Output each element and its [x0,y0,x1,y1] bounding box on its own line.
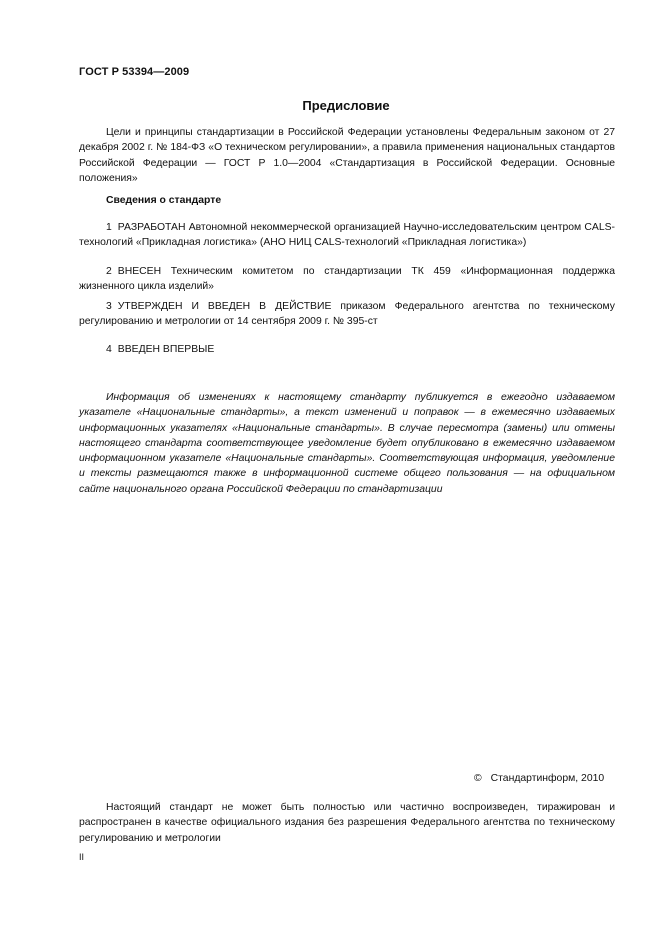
info-item-text: РАЗРАБОТАН Автономной некоммерческой организацией Научно-исследовательским центром CALS-технологий «Прикладная логистика» (АНО НИЦ CALS-технологий «Прикладная логистика») [79,222,615,249]
info-item-number: 1 [106,222,112,233]
legal-paragraph: Настоящий стандарт не может быть полностью или частично воспроизведен, тиражирован и распространен в качестве официального издания без разрешения Федерального агентства по техническому регулированию и метрологии [79,802,615,844]
section-title: Предисловие [302,98,390,113]
copyright-symbol: © [474,773,482,784]
copyright-line [474,773,604,784]
intro-paragraph: Цели и принципы стандартизации в Российской Федерации установлены Федеральным законом от 27 декабря 2002 г. № 184-ФЗ «О техническом регулировании», а правила применения национальных стандартов Российской Федерации — ГОСТ Р 1.0—2004 «Стандартизация в Российской Федерации. Основные положения» [79,127,615,184]
page-number: II [79,852,85,862]
info-item-number: 2 [106,266,112,277]
info-item-3 [79,299,615,330]
info-item-4 [79,342,615,357]
copyright-text: Стандартинформ, 2010 [490,773,605,784]
notice-paragraph: Информация об изменениях к настоящему стандарту публикуется в ежегодно издаваемом указателе «Национальные стандарты», а текст изменений и поправок — в ежемесячно издаваемых информационных указателях «Национальные стандарты». В случае пересмотра (замены) или отмены настоящего стандарта соответствующее уведомление будет опубликовано в ежемесячно издаваемом информационном указателе «Национальные стандарты». Соответствующая информация, уведомление и тексты размещаются также в информационной системе общего пользования — на официальном сайте национального органа Российской Федерации по стандартизации [79,392,615,495]
standard-info-heading: Сведения о стандарте [106,195,222,206]
info-item-2 [79,264,615,295]
info-item-text: УТВЕРЖДЕН И ВВЕДЕН В ДЕЙСТВИЕ приказом Федерального агентства по техническому регулированию и метрологии от 14 сентября 2009 г. № 395-ст [79,301,615,328]
info-item-number: 4 [106,344,112,355]
info-item-number: 3 [106,301,112,312]
info-item-text: ВВЕДЕН ВПЕРВЫЕ [117,344,215,355]
standard-code: ГОСТ Р 53394—2009 [79,66,190,78]
info-item-1 [79,220,615,251]
info-item-text: ВНЕСЕН Техническим комитетом по стандартизации ТК 459 «Информационная поддержка жизненного цикла изделий» [79,266,615,293]
